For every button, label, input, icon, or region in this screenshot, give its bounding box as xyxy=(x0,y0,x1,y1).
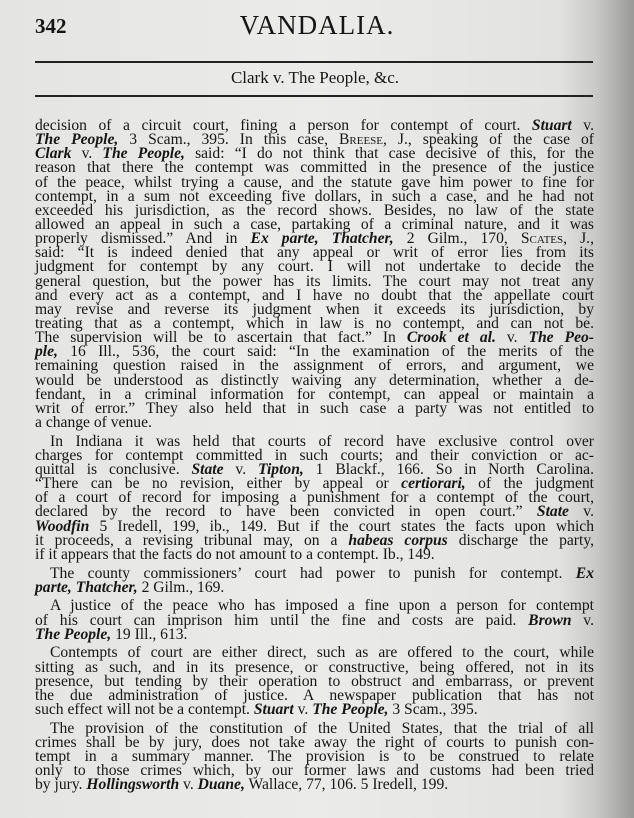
case-citation: Tipton, xyxy=(258,460,304,478)
text-segment: the due administration of justice. A newspaper publication that has not xyxy=(35,686,594,704)
text-line xyxy=(35,778,594,792)
text-segment: v. xyxy=(495,329,529,347)
paragraph xyxy=(35,564,594,596)
case-citation: habeas corpus xyxy=(348,531,448,549)
text-line xyxy=(35,413,594,431)
text-segment: declared by the record to have been convicted in open court.” xyxy=(35,503,537,521)
text-segment: fendant, in a criminal information for contempt, can appeal or maintain a xyxy=(35,385,594,403)
text-segment: , J., xyxy=(563,230,594,248)
case-citation: The People, xyxy=(35,625,112,643)
case-citation: parte, Thatcher, xyxy=(35,578,138,596)
case-citation: Ex xyxy=(575,564,594,582)
text-segment: of the peace, whilst trying a cause, and the statute gave him power to fine for xyxy=(35,173,594,191)
text-segment: “There can be no revision, either by appeal or xyxy=(35,475,402,493)
case-citation: State xyxy=(191,460,224,478)
text-segment: and every act as a contempt, and I have no doubt that the appellate court xyxy=(35,286,594,304)
case-citation: Woodfin xyxy=(35,517,90,535)
text-segment: 3 Scam., 395. xyxy=(388,701,478,718)
text-segment: quittal is conclusive. xyxy=(35,460,192,478)
text-segment: v. xyxy=(568,503,594,521)
case-citation: Stuart xyxy=(531,117,572,134)
header-rule-top xyxy=(35,61,593,63)
case-citation: Duane, xyxy=(197,776,245,794)
text-segment: 16 Ill., 536, the court said: “In the examination of the merits of the xyxy=(57,343,594,361)
case-citation: The People, xyxy=(35,131,119,149)
text-line xyxy=(35,578,594,596)
text-segment: crimes shall be by jury, does not take away the right of courts to punish con- xyxy=(35,733,594,751)
text-segment: would be understood as distinctly waiving any determination, whether a de- xyxy=(35,371,594,389)
paragraph xyxy=(35,432,595,563)
text-segment: of the judgment xyxy=(465,475,595,493)
text-segment: judgment for contempt by any court. I will not undertake to decide the xyxy=(35,258,594,276)
case-citation: Brown xyxy=(528,611,572,629)
text-segment: The county commissioners’ court had power to punish for contempt. xyxy=(50,564,576,582)
text-segment: presence, but tending by their operation to obstruct and embarrass, or prevent xyxy=(35,672,594,690)
judge-name: Breese xyxy=(339,131,384,149)
case-citation: The People, xyxy=(102,145,185,163)
case-citation: Clark xyxy=(35,145,72,163)
text-segment: charges for contempt committed in such courts; and their conviction or ac- xyxy=(35,446,594,464)
text-segment: 5 Iredell, 199, ib., 149. But if the court states the facts upon which xyxy=(89,517,594,535)
text-segment: of his court can imprison him until the fine and costs are paid. xyxy=(35,611,529,629)
text-segment: 19 Ill., 613. xyxy=(111,625,188,643)
text-segment: , J., speaking of the case of xyxy=(383,131,594,149)
text-segment: 1 Blackf., 166. So in North Carolina. xyxy=(303,460,594,478)
text-segment: by jury. xyxy=(35,776,87,794)
text-segment: such effect will not be a contempt. xyxy=(35,701,254,718)
case-citation: The People, xyxy=(312,701,389,718)
text-line xyxy=(35,545,594,563)
text-segment: In Indiana it was held that courts of record have exclusive control over xyxy=(50,432,594,450)
text-segment: said: “It is indeed denied that any appeal or writ of error lies from its xyxy=(35,244,594,262)
text-segment: tempt in a summary manner. The provision is to be construed to relate xyxy=(35,748,594,766)
text-segment: v. xyxy=(571,611,594,629)
text-segment: The provision of the constitution of the United States, that the trial of all xyxy=(50,719,594,737)
text-segment: A justice of the peace who has imposed a fine upon a person for contempt xyxy=(50,597,594,615)
text-segment: properly dismissed.” And in xyxy=(35,230,251,248)
page-body xyxy=(35,119,594,797)
paragraph xyxy=(35,599,594,641)
text-segment: The supervision will be to ascertain that fact.” In xyxy=(35,329,407,347)
text-segment: decision of a circuit court, fining a person for contempt of court. xyxy=(35,117,532,134)
text-segment: v. xyxy=(71,145,103,163)
text-segment: remaining question raised in the assignment of errors, and argument, we xyxy=(35,357,594,375)
text-segment: Wallace, 77, 106. 5 Iredell, 199. xyxy=(244,776,449,794)
text-segment: reason that there the contempt was committed in the presence of the justice xyxy=(35,159,594,177)
text-segment: a change of venue. xyxy=(35,413,152,431)
text-segment: only to those crimes which, by our former laws and customs had been tried xyxy=(35,762,594,780)
page-number: 342 xyxy=(35,14,67,38)
paragraph xyxy=(35,119,594,430)
text-segment: 2 Gilm., 169. xyxy=(137,578,225,596)
text-segment: exceeded his jurisdiction, as the record shows. Besides, no law of the state xyxy=(35,201,594,219)
text-segment: v. xyxy=(293,701,313,718)
case-citation: certiorari, xyxy=(401,475,466,493)
text-segment: said: “I do not think that case decisive of this, for the xyxy=(184,145,594,163)
text-segment: general question, but the power has its limits. The court may not treat any xyxy=(35,272,594,290)
text-segment: allowed an appeal in such a case, partaking of a criminal nature, and it was xyxy=(35,215,594,233)
text-segment: v. xyxy=(571,117,594,134)
text-segment: writ of error.” They also held that in such case a party was not entitled to xyxy=(35,399,594,417)
text-segment: v. xyxy=(223,460,258,478)
case-citation: The Peo- xyxy=(528,329,594,347)
text-line xyxy=(35,703,594,717)
text-segment: contempt, in a sum not exceeding five dollars, in such a case, and he had not xyxy=(35,187,594,205)
case-citation: Hollingsworth xyxy=(86,776,180,794)
text-segment: it proceeds, a revising tribunal may, on a xyxy=(35,531,349,549)
case-citation: ple, xyxy=(35,343,58,361)
paragraph xyxy=(35,719,594,794)
text-segment: may revise and reverse its judgment when it exceeds its jurisdiction, by xyxy=(35,300,594,318)
text-segment: 3 Scam., 395. In this case, xyxy=(118,131,339,149)
text-segment: if it appears that the facts do not amount to a contempt. Ib., 149. xyxy=(35,545,435,563)
judge-name: Scates xyxy=(520,230,564,248)
text-segment: discharge the party, xyxy=(447,531,595,549)
text-segment: of a court of record for imposing a punishment for a contempt of the court, xyxy=(35,489,594,507)
text-segment: Contempts of court are either direct, such as are offered to the court, while xyxy=(50,644,594,662)
page-title: VANDALIA. xyxy=(239,10,395,40)
case-citation: State xyxy=(536,503,569,521)
paragraph xyxy=(35,646,594,717)
case-citation: Stuart xyxy=(253,701,294,718)
header-rule-bottom xyxy=(35,95,593,97)
text-segment: v. xyxy=(179,776,198,794)
text-line xyxy=(35,625,594,643)
text-segment: 2 Gilm., 170, xyxy=(393,230,521,248)
case-citation: Ex parte, Thatcher, xyxy=(250,230,394,248)
running-head: Clark v. The People, &c. xyxy=(230,68,400,87)
text-segment: sitting as such, and in its presence, or constructive, being offered, not in its xyxy=(35,658,594,676)
text-segment: treating that as a contempt, which in law is no contempt, and can not be. xyxy=(35,314,594,332)
case-citation: Crook et al. xyxy=(406,329,496,347)
